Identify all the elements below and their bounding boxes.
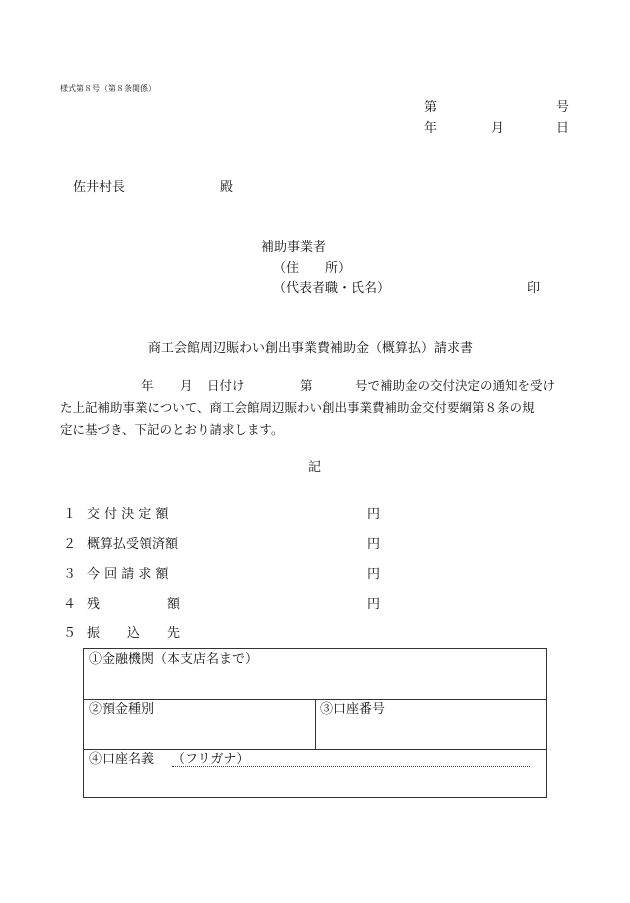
body-line1-rest: 号で補助金の交付決定の通知を受け	[355, 378, 556, 393]
applicant-title: 補助事業者	[261, 240, 327, 255]
applicant-address-label: （住 所）	[273, 261, 352, 276]
body-number-prefix: 第	[300, 378, 313, 393]
item-4-number: ４	[63, 597, 77, 612]
body-year: 年	[141, 378, 154, 393]
item-2-unit: 円	[367, 537, 381, 552]
body-line3: 定に基づき、下記のとおり請求します。	[60, 422, 284, 437]
item-4-label-b: 額	[167, 597, 181, 612]
item-4-unit: 円	[367, 597, 381, 612]
financial-institution-label: ①金融機関（本支店名まで）	[89, 652, 259, 667]
item-5-label-b: 込	[127, 626, 141, 641]
date-day: 日	[556, 121, 570, 136]
item-3-label: 今 回 請 求 額	[87, 567, 169, 582]
doc-number-suffix: 号	[556, 100, 570, 115]
item-3-number: ３	[63, 567, 77, 582]
item-5-label-c: 先	[167, 626, 181, 641]
account-type-label: ②預金種別	[89, 702, 155, 717]
body-date-suffix: 日付け	[207, 378, 245, 393]
addressee-honorific: 殿	[220, 180, 234, 195]
seal-mark: 印	[527, 281, 541, 296]
body-month: 月	[180, 378, 193, 393]
item-1-number: １	[63, 507, 77, 522]
applicant-representative-label: （代表者職・氏名）	[273, 281, 391, 296]
addressee-name: 佐井村長	[73, 180, 126, 195]
ki-marker: 記	[308, 460, 322, 475]
account-holder-label: ④口座名義	[89, 752, 155, 767]
body-line2: た上記補助事業について、商工会館周辺賑わい創出事業費補助金交付要綱第８条の規	[60, 400, 535, 415]
date-month: 月	[491, 121, 505, 136]
item-2-label: 概算払受領済額	[87, 537, 179, 552]
bank-row-account	[84, 699, 546, 750]
account-divider	[315, 699, 316, 749]
item-5-number: ５	[63, 626, 77, 641]
bank-transfer-table	[83, 648, 547, 798]
furigana-label: （フリガナ）	[172, 752, 250, 767]
item-2-number: ２	[63, 537, 77, 552]
furigana-dotted-line	[172, 766, 530, 767]
item-4-label-a: 残	[87, 597, 101, 612]
bank-row-institution	[84, 649, 546, 700]
item-1-label: 交 付 決 定 額	[87, 507, 169, 522]
date-year: 年	[424, 121, 438, 136]
form-number: 様式第８号（第８条関係）	[60, 84, 156, 93]
item-1-unit: 円	[367, 507, 381, 522]
account-number-label: ③口座番号	[320, 702, 386, 717]
item-3-unit: 円	[367, 567, 381, 582]
doc-number-prefix: 第	[424, 100, 438, 115]
document-title: 商工会館周辺賑わい創出事業費補助金（概算払）請求書	[148, 341, 474, 356]
item-5-label-a: 振	[87, 626, 101, 641]
